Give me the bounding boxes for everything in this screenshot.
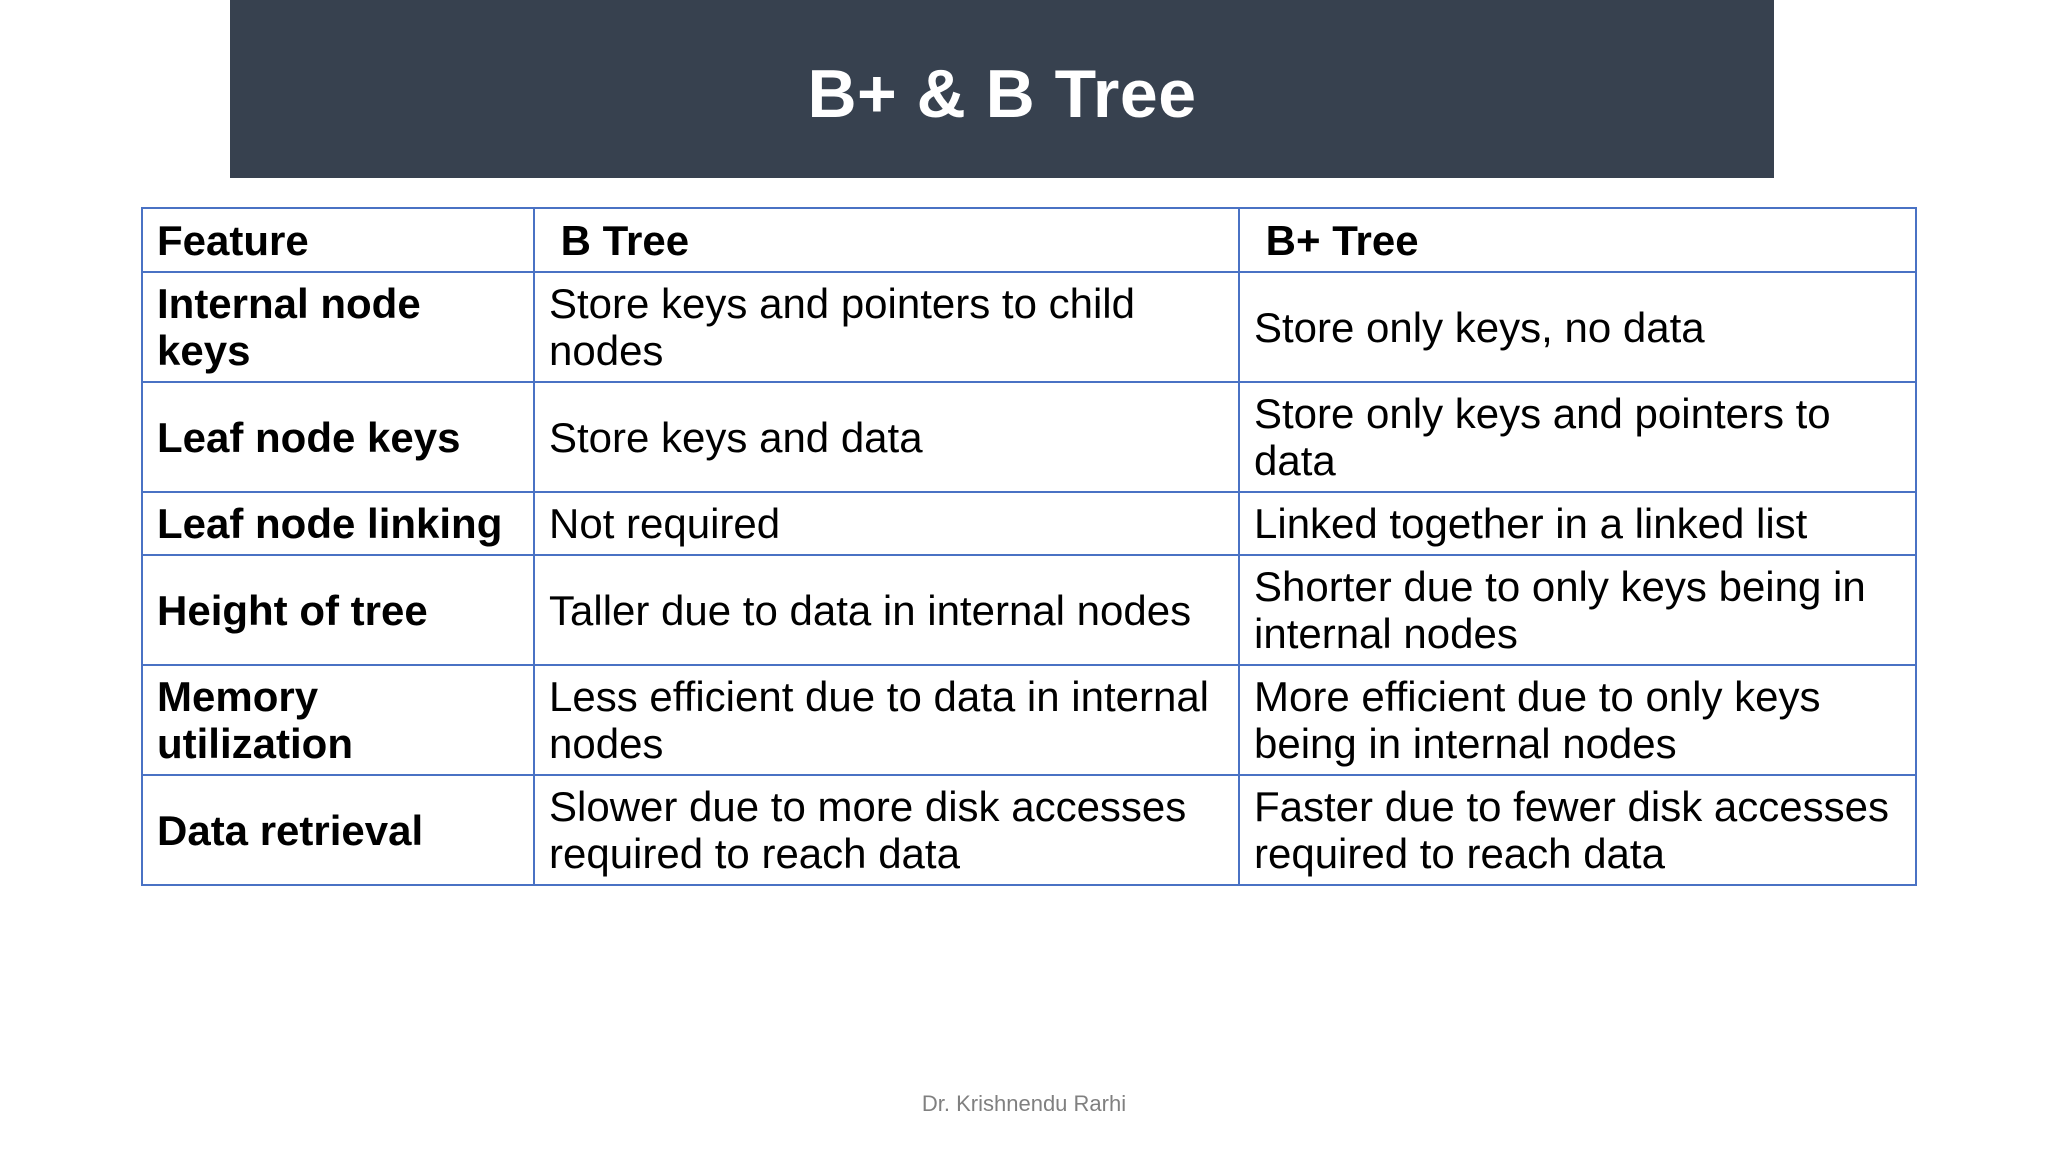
- table-row: [142, 492, 1916, 555]
- header-b-plus-tree: B+ Tree: [1239, 208, 1916, 272]
- b-plus-tree-cell: Store only keys and pointers to data: [1239, 382, 1916, 492]
- table-header-row: [142, 208, 1916, 272]
- b-tree-cell: Store keys and data: [534, 382, 1239, 492]
- feature-cell: Internal node keys: [142, 272, 534, 382]
- b-plus-tree-cell: Faster due to fewer disk accesses required to reach data: [1239, 775, 1916, 885]
- b-tree-cell: Taller due to data in internal nodes: [534, 555, 1239, 665]
- table-row: [142, 665, 1916, 775]
- feature-cell: Leaf node linking: [142, 492, 534, 555]
- comparison-table: [141, 207, 1917, 886]
- table-row: [142, 775, 1916, 885]
- feature-cell: Height of tree: [142, 555, 534, 665]
- b-plus-tree-cell: Store only keys, no data: [1239, 272, 1916, 382]
- b-plus-tree-cell: Shorter due to only keys being in internal nodes: [1239, 555, 1916, 665]
- b-tree-cell: Slower due to more disk accesses required to reach data: [534, 775, 1239, 885]
- b-tree-cell: Less efficient due to data in internal nodes: [534, 665, 1239, 775]
- feature-cell: Memory utilization: [142, 665, 534, 775]
- title-bar: [230, 0, 1774, 178]
- feature-cell: Leaf node keys: [142, 382, 534, 492]
- b-plus-tree-cell: Linked together in a linked list: [1239, 492, 1916, 555]
- header-b-tree: B Tree: [534, 208, 1239, 272]
- slide-footer-author: Dr. Krishnendu Rarhi: [921, 1091, 1127, 1116]
- b-plus-tree-cell: More efficient due to only keys being in internal nodes: [1239, 665, 1916, 775]
- slide-title: B+ & B Tree: [807, 56, 1197, 132]
- header-feature: Feature: [142, 208, 534, 272]
- b-tree-cell: Store keys and pointers to child nodes: [534, 272, 1239, 382]
- table-row: [142, 272, 1916, 382]
- feature-cell: Data retrieval: [142, 775, 534, 885]
- table-row: [142, 382, 1916, 492]
- b-tree-cell: Not required: [534, 492, 1239, 555]
- table-row: [142, 555, 1916, 665]
